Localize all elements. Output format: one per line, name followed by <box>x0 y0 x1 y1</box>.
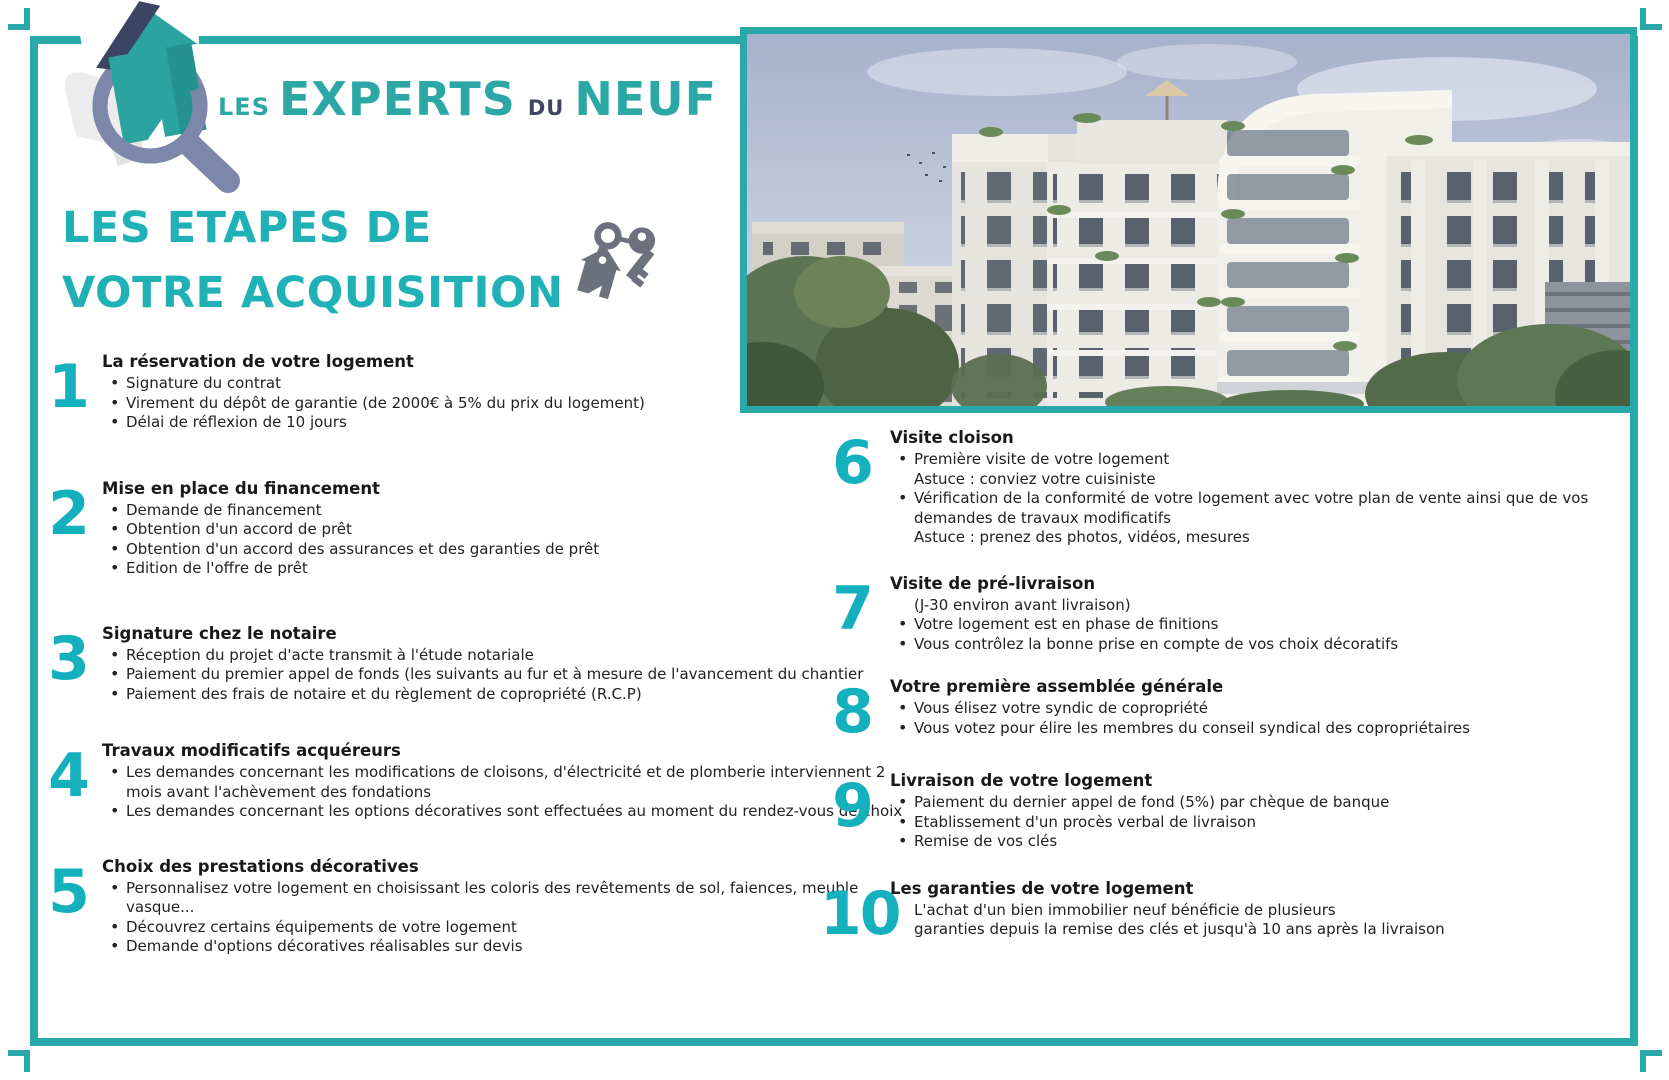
step-bullet-item: • Paiement des frais de notaire et du règlement de copropriété (R.C.P) <box>102 685 863 705</box>
step-2 <box>40 479 840 579</box>
step-body <box>102 624 863 705</box>
step-bullet-item: • Paiement du premier appel de fonds (les suivants au fur et à mesure de l'avancement du chantier <box>102 665 863 685</box>
step-1 <box>40 352 840 433</box>
step-bullet-item: • Vous votez pour élire les membres du conseil syndical des copropriétaires <box>890 719 1470 739</box>
step-title: Signature chez le notaire <box>102 623 337 643</box>
step-9 <box>820 771 1635 852</box>
step-bullet-item: • Obtention d'un accord de prêt <box>102 520 599 540</box>
step-number: 8 <box>832 677 872 747</box>
step-body <box>102 857 858 957</box>
step-number: 4 <box>48 741 88 811</box>
step-bullet-item: • Personnalisez votre logement en choisissant les coloris des revêtements de sol, faiences, meuble <box>102 879 858 899</box>
corner-mark-bottom-left <box>8 1050 30 1072</box>
step-bullet-item: • Les demandes concernant les modifications de cloisons, d'électricité et de plomberie interviennent 2 <box>102 763 902 783</box>
step-body <box>102 479 599 579</box>
step-bullet-item: • Vous contrôlez la bonne prise en compte de vos choix décoratifs <box>890 635 1398 655</box>
step-title: La réservation de votre logement <box>102 352 414 371</box>
corner-mark-top-left <box>8 8 30 30</box>
corner-mark-top-right <box>1640 8 1662 30</box>
step-title: Les garanties de votre logement <box>890 878 1194 898</box>
step-text-line: L'achat d'un bien immobilier neuf bénéficie de plusieurs <box>914 900 1336 919</box>
page-title-line1: LES ETAPES DE <box>62 203 432 253</box>
step-number: 5 <box>48 856 88 927</box>
step-number: 6 <box>832 428 872 498</box>
step-text-line: Astuce : prenez des photos, vidéos, mesures <box>914 528 1250 546</box>
step-title: Visite cloison <box>890 428 1014 447</box>
step-8 <box>820 677 1635 747</box>
building-photo-illustration <box>747 34 1630 406</box>
step-bullet-item: • Vous élisez votre syndic de copropriété <box>890 699 1470 719</box>
step-bullet-item: • Votre logement est en phase de finitions <box>890 615 1398 635</box>
step-bullet-item: • Découvrez certains équipements de votre logement <box>102 918 858 938</box>
brand-neuf: NEUF <box>574 72 718 126</box>
step-bullet-item: • Virement du dépôt de garantie (de 2000€ à 5% du prix du logement) <box>102 394 645 414</box>
step-text-line: (J-30 environ avant livraison) <box>914 595 1131 614</box>
step-bullet-item: • Les demandes concernant les options décoratives sont effectuées au moment du rendez-vous de choix <box>102 802 902 822</box>
step-10 <box>820 878 1635 949</box>
step-number: 10 <box>820 878 900 949</box>
steps-column-left <box>40 352 903 957</box>
page-title-line2: VOTRE ACQUISITION <box>62 268 564 318</box>
step-bullet-item: • Etablissement d'un procès verbal de livraison <box>890 813 1389 833</box>
brand-wordmark <box>218 72 717 126</box>
step-title: Livraison de votre logement <box>890 771 1153 790</box>
step-text-line: Astuce : conviez votre cuisiniste <box>914 469 1156 488</box>
step-5 <box>40 856 859 957</box>
step-number: 9 <box>832 771 872 841</box>
step-6 <box>820 428 1635 548</box>
step-body <box>102 352 645 433</box>
step-text-line: vasque... <box>126 898 195 916</box>
step-title: Mise en place du financement <box>102 478 380 498</box>
step-text-line: garanties depuis la remise des clés et jusqu'à 10 ans après la livraison <box>914 920 1445 938</box>
step-bullet-item: • Demande d'options décoratives réalisables sur devis <box>102 937 858 957</box>
step-7 <box>820 574 1635 655</box>
step-body <box>890 879 1445 940</box>
step-number: 3 <box>48 623 88 694</box>
brand-experts: EXPERTS <box>278 72 516 126</box>
building-photo <box>740 27 1637 413</box>
step-number: 7 <box>832 573 872 644</box>
step-number: 1 <box>48 352 88 422</box>
step-body <box>890 771 1389 852</box>
step-title: Votre première assemblée générale <box>890 677 1224 696</box>
step-bullet-item: • Vérification de la conformité de votre logement avec votre plan de vente ainsi que de vos <box>890 489 1588 509</box>
step-4 <box>40 741 903 822</box>
page-title <box>62 196 564 326</box>
step-bullet-item: • Réception du projet d'acte transmit à l'étude notariale <box>102 646 863 666</box>
step-body <box>890 677 1470 738</box>
step-bullet-item: • Paiement du dernier appel de fond (5%) par chèque de banque <box>890 793 1389 813</box>
step-body <box>890 574 1398 655</box>
step-body <box>890 428 1588 548</box>
corner-mark-bottom-right <box>1640 1050 1662 1072</box>
steps-column-right <box>820 428 1635 949</box>
step-bullet-item: • Première visite de votre logement <box>890 450 1588 470</box>
house-keys-icon <box>552 216 677 301</box>
step-bullet-item: • Signature du contrat <box>102 374 645 394</box>
step-body <box>102 741 902 822</box>
step-3 <box>40 623 864 705</box>
brand-logo <box>48 0 718 194</box>
brand-les: LES <box>218 93 270 121</box>
step-title: Choix des prestations décoratives <box>102 856 419 876</box>
step-bullet-item: • Edition de l'offre de prêt <box>102 559 599 579</box>
step-text-line: demandes de travaux modificatifs <box>914 508 1171 527</box>
step-bullet-item: • Obtention d'un accord des assurances et des garanties de prêt <box>102 540 599 560</box>
step-bullet-item: • Délai de réflexion de 10 jours <box>102 413 645 433</box>
brand-du: DU <box>527 96 565 120</box>
step-title: Travaux modificatifs acquéreurs <box>102 741 401 760</box>
step-text-line: mois avant l'achèvement des fondations <box>126 782 432 801</box>
step-number: 2 <box>48 478 88 549</box>
step-bullet-item: • Demande de financement <box>102 501 599 521</box>
step-title: Visite de pré-livraison <box>890 573 1096 593</box>
step-bullet-item: • Remise de vos clés <box>890 832 1389 852</box>
